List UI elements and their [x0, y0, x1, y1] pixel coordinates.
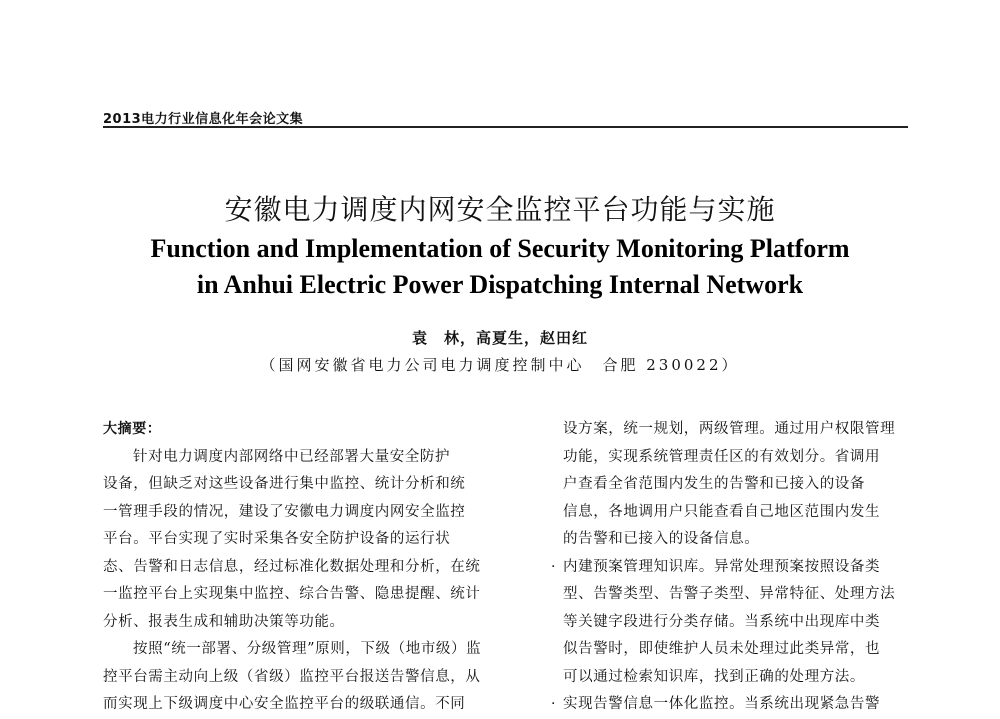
text-line: 平台。平台实现了实时采集各安全防护设备的运行状: [103, 531, 451, 547]
bullet-item-line: [551, 554, 913, 582]
text-line: 针对电力调度内部网络中已经部署大量安全防护: [133, 448, 451, 465]
bullet-text: 内建预案管理知识库。异常处理预案按照设备类: [563, 558, 881, 575]
text-line: 信息，各地调用户只能查看自己地区范围内发生: [563, 503, 881, 520]
text-line: 等关键字段进行分类存储。当系统中出现库中类: [563, 613, 881, 630]
text-line: 设备，但缺乏对这些设备进行集中监控、统计分析和统: [103, 476, 466, 492]
bullet-text: 实现告警信息一体化监控。当系统出现紧急告警: [563, 696, 881, 712]
paper-title-en-line-2: in Anhui Electric Power Dispatching Internal Network: [196, 270, 804, 299]
abstract-label: 大摘要：: [103, 421, 162, 437]
text-line: 态、告警和日志信息，经过标准化数据处理和分析，在统: [103, 558, 481, 575]
text-line: 控平台需主动向上级（省级）监控平台报送告警信息，从: [103, 668, 481, 685]
text-line: 户查看全省范围内发生的告警和已接入的设备: [563, 476, 865, 492]
text-line: 设方案，统一规划，两级管理。通过用户权限管理: [563, 421, 896, 437]
text-line: 型、告警类型、告警子类型、异常特征、处理方法: [563, 586, 896, 602]
text-line: 一监控平台上实现集中监控、综合告警、隐患提醒、统计: [103, 586, 481, 602]
paper-title-en-line-1: Function and Implementation of Security Monitoring Platform: [150, 234, 850, 263]
bullet-icon: ·: [551, 696, 557, 712]
running-header: 2013电力行业信息化年会论文集: [103, 112, 304, 127]
left-column: [103, 416, 495, 719]
text-line: 功能，实现系统管理责任区的有效划分。省调用: [563, 448, 881, 465]
bullet-item-line: [551, 691, 913, 719]
affiliation: （国网安徽省电力公司电力调度控制中心 合肥 230022）: [260, 356, 740, 374]
text-line: 分析、报表生成和辅助决策等功能。: [103, 613, 345, 630]
text-line: 可以通过检索知识库，找到正确的处理方法。: [563, 668, 865, 685]
bullet-icon: ·: [551, 558, 557, 575]
text-line: 一管理手段的情况，建设了安徽电力调度内网安全监控: [103, 503, 466, 520]
right-column: [551, 416, 913, 719]
paper-title-zh: 安徽电力调度内网安全监控平台功能与实施: [224, 193, 776, 226]
text-line: 按照“统一部署、分级管理”原则，下级（地市级）监: [133, 641, 482, 657]
authors: 袁 林，高夏生，赵田红: [411, 329, 588, 347]
text-line: 的告警和已接入的设备信息。: [563, 531, 760, 547]
text-line: 似告警时，即使维护人员未处理过此类异常，也: [563, 641, 881, 657]
header-rule: [103, 126, 908, 128]
text-line: 而实现上下级调度中心安全监控平台的级联通信。不同: [103, 696, 466, 712]
